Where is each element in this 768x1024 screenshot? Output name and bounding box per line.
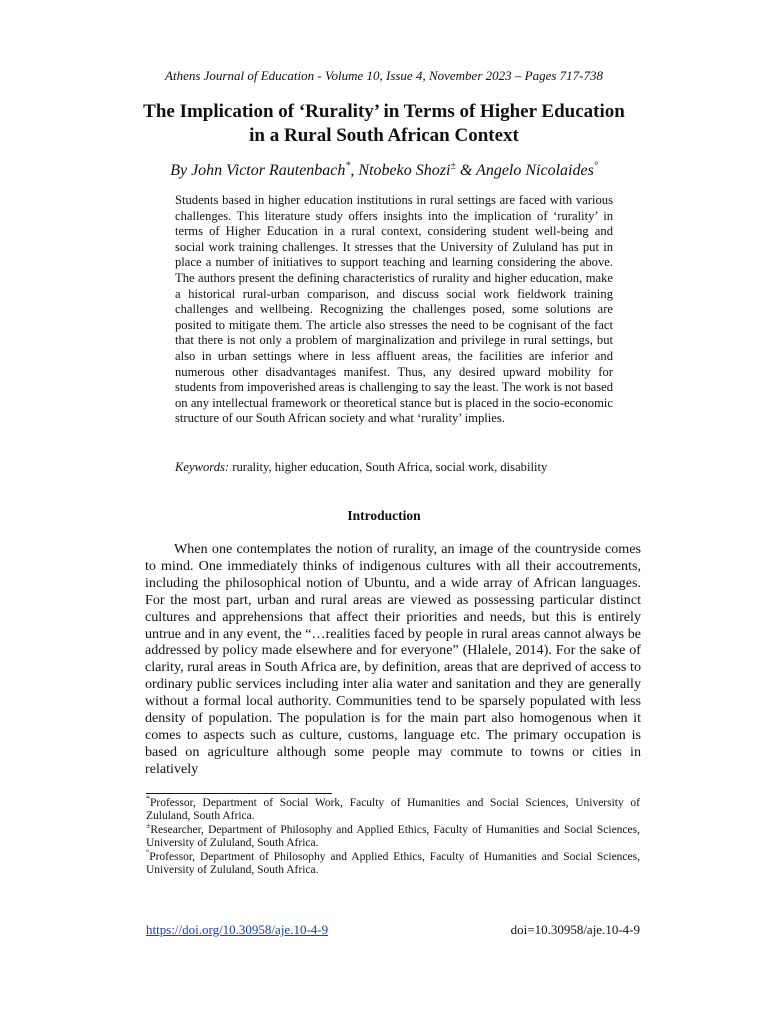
page-footer: [146, 922, 640, 938]
footnotes: [146, 794, 640, 878]
author-name: Ntobeko Shozi: [358, 162, 451, 179]
author-separator: &: [455, 162, 477, 179]
author-line: [0, 162, 768, 180]
introduction-paragraph: When one contemplates the notion of rurality, an image of the countryside comes to mind. One immediately thinks of indigenous cultures with all their accoutrements, including the philosophical notion of Ubuntu, and a wide array of African languages. For the most part, urban and rural areas are viewed as possessing particular distinct cultures and apprehensions that affect their priorities and needs, but this is entirely untrue and in any event, the “…realities faced by people in rural areas cannot always be addressed by policy made elsewhere and for everyone” (Hlalele, 2014). For the sake of clarity, rural areas in South Africa are, by definition, areas that are deprived of access to ordinary public services including inter alia water and sanitation and they are generally without a formal local authority. Communities tend to be sparsely populated with less density of population. The population is for the main part also homogenous when it comes to aspects such as culture, customs, language etc. The primary occupation is based on agriculture although some people may commute to towns or cities in relatively: [145, 541, 641, 777]
doi-identifier: doi=10.30958/aje.10-4-9: [510, 922, 640, 937]
footnote: [146, 821, 640, 851]
author-mark: °: [593, 160, 598, 172]
keywords-label: Keywords:: [175, 460, 230, 474]
footnote-mark: *: [146, 794, 150, 804]
author-name: John Victor Rautenbach: [191, 162, 346, 179]
author-mark: ±: [450, 160, 456, 172]
footnote: [146, 848, 640, 878]
footnote-mark: ±: [146, 821, 151, 831]
author-separator: ,: [350, 162, 359, 179]
footnote-text: Researcher, Department of Philosophy and Applied Ethics, Faculty of Humanities and Social Sciences, University of Zululand, South Africa.: [146, 824, 640, 850]
abstract: Students based in higher education institutions in rural settings are faced with various challenges. This literature study offers insights into the implication of ‘rurality’ in terms of Higher Education in a rural context, considering student well-being and social work training challenges. It stresses that the University of Zululand has put in place a number of initiatives to support teaching and learning considering the above. The authors present the defining characteristics of rurality and higher education, make a historical rural-urban comparison, and discuss social work fieldwork training challenges and wellbeing. Recognizing the challenges posed, some solutions are posited to mitigate them. The article also stresses the need to be cognisant of the fact that there is not only a problem of marginalization and privilege in rural settings, but also in urban settings where in less affluent areas, the facilities are inferior and numerous other disadvantages manifest. Thus, any desired upward mobility for students from impoverished areas is challenging to say the least. The work is not based on any intellectual framework or theoretical stance but is placed in the socio-economic structure of our South African society and what ‘rurality’ implies.: [175, 193, 614, 426]
footnote-mark: °: [146, 848, 150, 858]
footnote-divider: [146, 793, 332, 794]
doi-link[interactable]: https://doi.org/10.30958/aje.10-4-9: [146, 922, 329, 937]
journal-header: Athens Journal of Education - Volume 10, Issue 4, November 2023 – Pages 717-738: [165, 68, 603, 83]
footnote-text: Professor, Department of Philosophy and Applied Ethics, Faculty of Humanities and Social Sciences, University of Zululand, South Africa.: [146, 851, 640, 877]
author-mark: *: [345, 160, 351, 172]
keywords-list: rurality, higher education, South Africa, social work, disability: [229, 460, 548, 474]
by-label: By: [170, 162, 192, 179]
section-heading-introduction: Introduction: [347, 508, 421, 523]
footnote: [146, 794, 640, 824]
keywords: [175, 460, 613, 476]
footnote-text: Professor, Department of Social Work, Faculty of Humanities and Social Sciences, University of Zululand, South Africa.: [146, 797, 640, 823]
author-name: Angelo Nicolaides: [476, 162, 594, 179]
article-title: The Implication of ‘Rurality’ in Terms of Higher Education in a Rural South African Context: [143, 101, 625, 146]
